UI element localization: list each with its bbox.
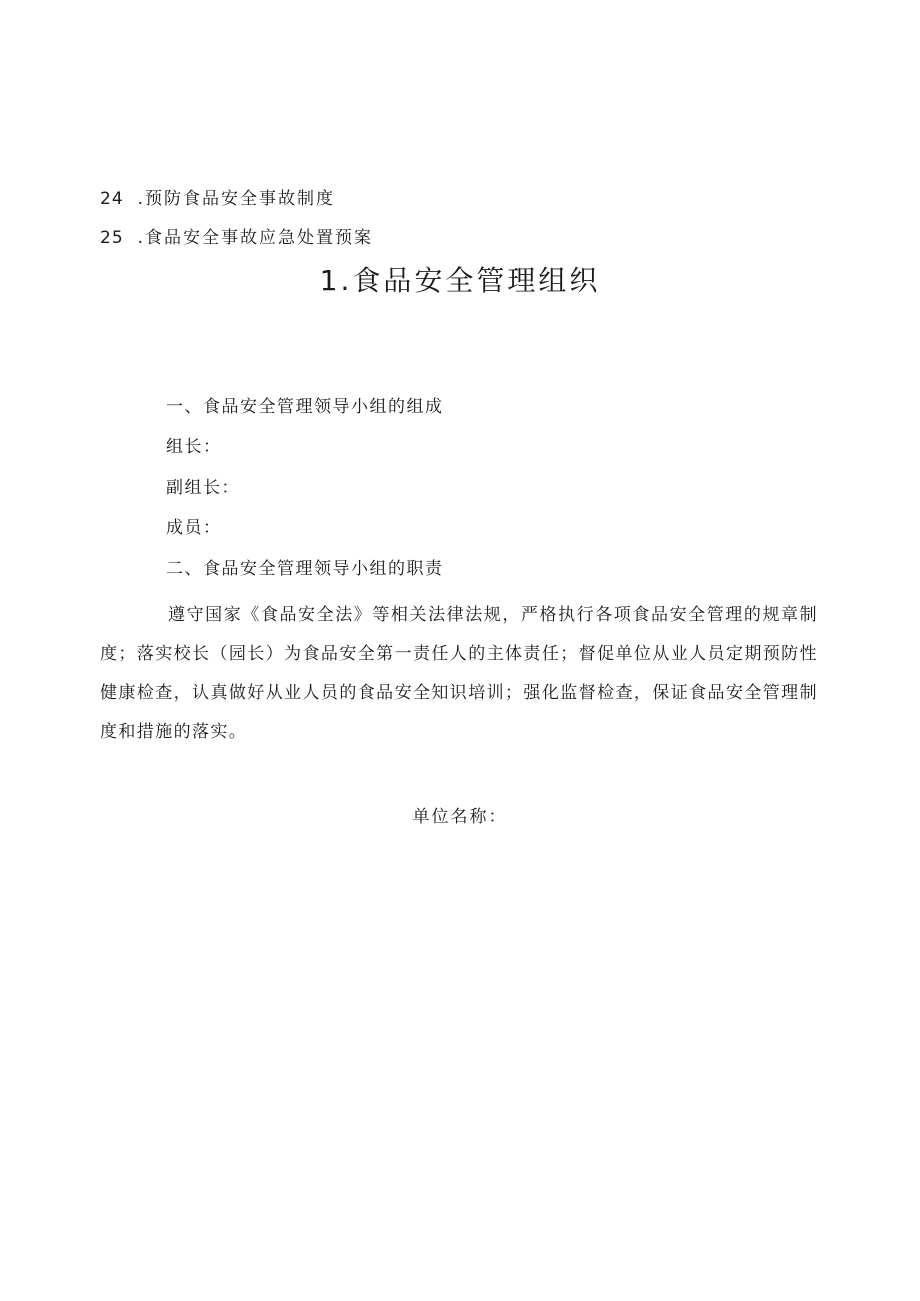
section-1-heading: 一、食品安全管理领导小组的组成 <box>166 397 444 417</box>
toc-item-text: .预防食品安全事故制度 <box>137 189 336 209</box>
organization-name-label: 单位名称： <box>412 807 508 827</box>
section-2-heading: 二、食品安全管理领导小组的职责 <box>166 559 444 579</box>
deputy-leader-label: 副组长： <box>166 478 240 498</box>
page-title: 1.食品安全管理组织 <box>319 264 601 297</box>
toc-item-number: 24 <box>100 189 124 209</box>
duties-paragraph: 遵守国家《食品安全法》等相关法律法规，严格执行各项食品安全管理的规章制度；落实校长（园长）为食品安全第一责任人的主体责任；督促单位从业人员定期预防性健康检查，认真做好从业人员的食品安全知识培训；强化监督检查，保证食品安全管理制度和措施的落实。 <box>100 605 818 742</box>
toc-item-number: 25 <box>100 228 124 248</box>
toc-item-text: .食品安全事故应急处置预案 <box>137 228 374 248</box>
toc-item-24 <box>100 188 335 210</box>
leader-label: 组长： <box>166 437 222 457</box>
toc-item-25 <box>100 227 373 249</box>
members-label: 成员： <box>166 518 222 538</box>
